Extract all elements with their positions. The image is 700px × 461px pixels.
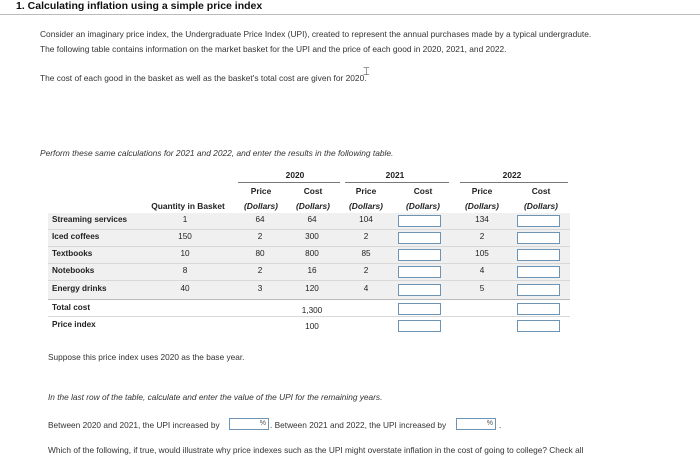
year-2022-rule xyxy=(460,182,568,183)
unit-cost-2020: (Dollars) xyxy=(296,201,330,211)
intro-text-1: Consider an imaginary price index, the Undergraduate Price Index (UPI), created to represent the annual purchases made by a typical undergradute. xyxy=(40,29,592,39)
year-2021-rule xyxy=(345,182,449,183)
text-cursor-icon: ⌶ xyxy=(363,66,370,78)
percent-sign: % xyxy=(486,420,493,427)
cost-2022-iced-coffees-input[interactable] xyxy=(517,232,560,244)
row-divider xyxy=(48,280,570,281)
intro-text-2: The following table contains information on the market basket for the UPI and the price of each good in 2020, 2021, and 2022. xyxy=(40,44,507,54)
price-index-2021-input[interactable] xyxy=(398,320,441,332)
year-2020-header: 2020 xyxy=(285,170,305,180)
unit-cost-2021: (Dollars) xyxy=(406,201,440,211)
cost-2022-notebooks-input[interactable] xyxy=(517,266,560,278)
cost-note-text: The cost of each good in the basket as well as the basket's total cost are given for 2020. xyxy=(40,73,367,83)
cost-2020-iced-coffees: 300 xyxy=(305,232,319,241)
increase-text-2021-2022: . Between 2021 and 2022, the UPI increased by xyxy=(270,420,447,430)
qty-streaming: 1 xyxy=(182,215,188,224)
row-divider xyxy=(48,299,570,300)
row-label-iced-coffees: Iced coffees xyxy=(52,232,100,241)
cost-2022-energy-drinks-input[interactable] xyxy=(517,284,560,296)
cost-2022-textbooks-input[interactable] xyxy=(517,249,560,261)
row-divider xyxy=(48,263,570,264)
price-2020-notebooks: 2 xyxy=(257,266,263,275)
cost-2021-energy-drinks-input[interactable] xyxy=(398,284,441,296)
total-cost-2021-input[interactable] xyxy=(398,303,441,315)
qty-notebooks: 8 xyxy=(182,266,188,275)
perform-instructions: Perform these same calculations for 2021 and 2022, and enter the results in the following table. xyxy=(40,148,394,158)
price-index-2020: 100 xyxy=(305,322,319,331)
row-label-total-cost: Total cost xyxy=(52,303,91,312)
price-header-2021: Price xyxy=(355,186,377,196)
cost-2020-streaming: 64 xyxy=(307,215,317,224)
price-header-2022: Price xyxy=(471,186,493,196)
unit-price-2021: (Dollars) xyxy=(349,201,383,211)
cost-header-2020: Cost xyxy=(303,186,323,196)
row-label-streaming: Streaming services xyxy=(52,215,128,224)
price-2021-textbooks: 85 xyxy=(361,249,371,258)
year-2020-rule xyxy=(238,182,340,183)
increase-text-2020-2021: Between 2020 and 2021, the UPI increased by xyxy=(48,420,220,430)
row-divider xyxy=(48,316,570,317)
qty-iced-coffees: 150 xyxy=(178,232,192,241)
qty-energy-drinks: 40 xyxy=(180,284,190,293)
price-2021-iced-coffees: 2 xyxy=(363,232,369,241)
unit-price-2020: (Dollars) xyxy=(244,201,278,211)
price-2022-streaming: 134 xyxy=(475,215,489,224)
quantity-header: Quantity in Basket xyxy=(151,201,225,211)
row-label-price-index: Price index xyxy=(52,320,96,329)
row-label-notebooks: Notebooks xyxy=(52,266,95,275)
year-2022-header: 2022 xyxy=(502,170,522,180)
row-label-textbooks: Textbooks xyxy=(52,249,93,258)
total-cost-2022-input[interactable] xyxy=(517,303,560,315)
upi-increase-2022-input[interactable] xyxy=(456,418,496,430)
cost-2020-notebooks: 16 xyxy=(307,266,317,275)
title-divider xyxy=(0,14,700,15)
price-2021-energy-drinks: 4 xyxy=(363,284,369,293)
row-divider xyxy=(48,246,570,247)
price-2020-iced-coffees: 2 xyxy=(257,232,263,241)
cost-2022-streaming-input[interactable] xyxy=(517,215,560,227)
price-2022-iced-coffees: 2 xyxy=(479,232,485,241)
question-title: 1. Calculating inflation using a simple price index xyxy=(16,0,263,12)
last-row-instruction: In the last row of the table, calculate and enter the value of the UPI for the remaining years. xyxy=(48,392,383,402)
cost-2021-textbooks-input[interactable] xyxy=(398,249,441,261)
cost-2021-iced-coffees-input[interactable] xyxy=(398,232,441,244)
cost-2021-notebooks-input[interactable] xyxy=(398,266,441,278)
cost-header-2022: Cost xyxy=(531,186,551,196)
cost-header-2021: Cost xyxy=(413,186,433,196)
unit-price-2022: (Dollars) xyxy=(465,201,499,211)
upi-increase-2021-input[interactable] xyxy=(229,418,269,430)
cost-2020-textbooks: 800 xyxy=(305,249,319,258)
row-label-energy-drinks: Energy drinks xyxy=(52,284,107,293)
price-2022-notebooks: 4 xyxy=(479,266,485,275)
price-2022-textbooks: 105 xyxy=(475,249,489,258)
which-question-text: Which of the following, if true, would illustrate why price indexes such as the UPI might overstate inflation in the cost of going to college? Check all xyxy=(48,445,584,455)
cost-2021-streaming-input[interactable] xyxy=(398,215,441,227)
price-2022-energy-drinks: 5 xyxy=(479,284,485,293)
price-2020-streaming: 64 xyxy=(255,215,265,224)
row-divider xyxy=(48,229,570,230)
year-2021-header: 2021 xyxy=(385,170,405,180)
base-year-note: Suppose this price index uses 2020 as the base year. xyxy=(48,352,245,362)
price-2021-streaming: 104 xyxy=(359,215,373,224)
price-index-2022-input[interactable] xyxy=(517,320,560,332)
unit-cost-2022: (Dollars) xyxy=(524,201,558,211)
sentence-end: . xyxy=(499,420,502,430)
total-cost-2020: 1,300 xyxy=(301,306,323,315)
price-header-2020: Price xyxy=(250,186,272,196)
cost-2020-energy-drinks: 120 xyxy=(305,284,319,293)
price-2020-energy-drinks: 3 xyxy=(257,284,263,293)
qty-textbooks: 10 xyxy=(180,249,190,258)
price-2021-notebooks: 2 xyxy=(363,266,369,275)
percent-sign: % xyxy=(259,420,266,427)
price-2020-textbooks: 80 xyxy=(255,249,265,258)
